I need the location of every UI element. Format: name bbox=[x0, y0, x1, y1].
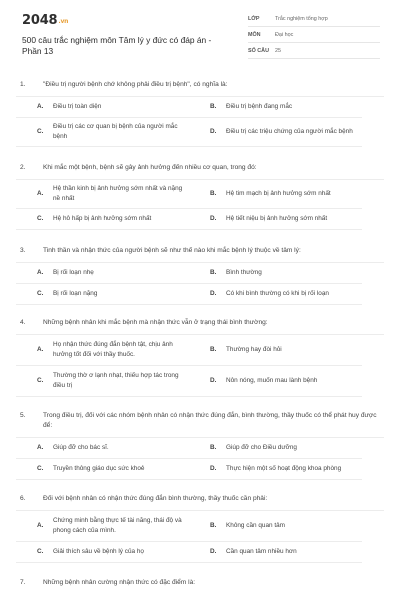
option-grid bbox=[16, 180, 384, 230]
option-letter: C. bbox=[37, 465, 44, 473]
option-grid bbox=[16, 511, 384, 563]
meta-key: LỚP bbox=[248, 15, 260, 22]
question-header bbox=[16, 80, 384, 97]
option-text: Truyền thông giáo dục sức khoẻ bbox=[53, 465, 145, 473]
question-number: 1. bbox=[20, 81, 26, 88]
option-text: Hệ tiết niệu bị ảnh hưởng sớm nhất bbox=[226, 215, 328, 223]
option-letter: D. bbox=[210, 465, 217, 473]
meta-key: SỐ CÂU bbox=[248, 47, 269, 54]
option-letter: C. bbox=[37, 290, 44, 298]
question-number: 5. bbox=[20, 412, 26, 419]
option-grid bbox=[16, 335, 384, 397]
option-c[interactable] bbox=[16, 366, 189, 397]
question-header bbox=[16, 246, 384, 263]
option-c[interactable] bbox=[16, 209, 189, 230]
option-text: Giúp đỡ cho bác sĩ. bbox=[53, 444, 109, 452]
question-number: 7. bbox=[20, 579, 26, 586]
option-d[interactable] bbox=[189, 284, 362, 305]
meta-value: 25 bbox=[275, 47, 281, 54]
option-a[interactable] bbox=[16, 438, 189, 459]
option-letter: D. bbox=[210, 128, 217, 136]
meta-row-count bbox=[248, 43, 380, 59]
option-c[interactable] bbox=[16, 542, 189, 563]
meta-table bbox=[248, 11, 380, 59]
question-text: Tinh thần và nhận thức của người bệnh sẽ như thế nào khi mắc bệnh lý thuộc về tâm lý: bbox=[43, 247, 301, 254]
option-letter: C. bbox=[37, 215, 44, 223]
option-text: Bị rối loạn nặng bbox=[53, 290, 98, 298]
question-text: Khi mắc một bệnh, bệnh sẽ gây ảnh hưởng đến nhiều cơ quan, trong đó: bbox=[43, 164, 257, 171]
option-letter: B. bbox=[210, 269, 217, 277]
option-letter: D. bbox=[210, 215, 217, 223]
question-number: 6. bbox=[20, 495, 26, 502]
question-3 bbox=[16, 246, 384, 305]
option-letter: A. bbox=[37, 190, 44, 198]
option-letter: A. bbox=[37, 444, 44, 452]
option-text: Điều trị bệnh đang mắc bbox=[226, 103, 293, 111]
option-b[interactable] bbox=[189, 511, 362, 542]
meta-value: Trắc nghiệm tổng hợp bbox=[275, 15, 328, 22]
option-letter: B. bbox=[210, 444, 217, 452]
option-letter: D. bbox=[210, 548, 217, 556]
option-letter: C. bbox=[37, 377, 44, 385]
option-a[interactable] bbox=[16, 97, 189, 118]
option-c[interactable] bbox=[16, 284, 189, 305]
option-d[interactable] bbox=[189, 459, 362, 480]
question-header bbox=[16, 494, 384, 511]
question-header bbox=[16, 411, 384, 438]
option-d[interactable] bbox=[189, 366, 362, 397]
question-2 bbox=[16, 163, 384, 230]
question-text: Những bệnh nhân khi mắc bệnh mà nhận thức vẫn ở trạng thái bình thường: bbox=[43, 319, 268, 326]
question-text: Những bệnh nhân cường nhận thức có đặc điểm là: bbox=[43, 579, 196, 586]
option-c[interactable] bbox=[16, 459, 189, 480]
question-header bbox=[16, 163, 384, 180]
option-letter: C. bbox=[37, 128, 44, 136]
question-text: Trong điều trị, đối với các nhóm bệnh nhân có nhận thức đúng đắn, bình thường, thầy thuốc có thể phát huy được để: bbox=[43, 412, 377, 429]
option-text: Giúp đỡ cho Điều dưỡng bbox=[226, 444, 297, 452]
option-letter: A. bbox=[37, 269, 44, 277]
option-text: Nôn nóng, muốn mau lành bệnh bbox=[226, 377, 318, 385]
logo-text: 2048 bbox=[22, 13, 58, 28]
option-text: Không cần quan tâm bbox=[226, 522, 285, 530]
option-letter: D. bbox=[210, 377, 217, 385]
option-letter: D. bbox=[210, 290, 217, 298]
page-header bbox=[0, 0, 400, 64]
option-letter: B. bbox=[210, 522, 217, 530]
meta-row-subject bbox=[248, 27, 380, 43]
option-text: Giải thích sâu về bệnh lý của họ bbox=[53, 548, 144, 556]
option-d[interactable] bbox=[189, 542, 362, 563]
option-grid bbox=[16, 438, 384, 480]
option-text: Thường thờ ơ lạnh nhạt, thiếu hợp tác trong điều trị bbox=[53, 372, 179, 389]
question-1 bbox=[16, 80, 384, 147]
option-a[interactable] bbox=[16, 335, 189, 366]
option-text: Bị rối loạn nhẹ bbox=[53, 269, 94, 277]
question-6 bbox=[16, 494, 384, 563]
option-text: Điều trị các cơ quan bị bệnh của người mắc bệnh bbox=[53, 123, 178, 140]
option-c[interactable] bbox=[16, 118, 189, 147]
option-text: Họ nhận thức đúng đắn bệnh tật, chịu ảnh hưởng tốt đối với thầy thuốc. bbox=[53, 341, 173, 358]
option-a[interactable] bbox=[16, 263, 189, 284]
option-b[interactable] bbox=[189, 438, 362, 459]
question-header bbox=[16, 578, 384, 594]
option-grid bbox=[16, 263, 384, 305]
option-letter: C. bbox=[37, 548, 44, 556]
option-text: Điều trị toàn diện bbox=[53, 103, 102, 111]
site-logo[interactable] bbox=[22, 13, 68, 28]
option-b[interactable] bbox=[189, 263, 362, 284]
document-title: 500 câu trắc nghiệm môn Tâm lý y đức có đáp án - Phần 13 bbox=[22, 35, 212, 56]
question-number: 2. bbox=[20, 164, 26, 171]
option-text: Hệ hô hấp bị ảnh hưởng sớm nhất bbox=[53, 215, 152, 223]
question-text: Đối với bệnh nhân có nhận thức đúng đắn bình thường, thầy thuốc cần phải: bbox=[43, 495, 268, 502]
question-4 bbox=[16, 318, 384, 397]
meta-row-class bbox=[248, 11, 380, 27]
question-header bbox=[16, 318, 384, 335]
option-letter: B. bbox=[210, 190, 217, 198]
option-letter: B. bbox=[210, 346, 217, 354]
option-b[interactable] bbox=[189, 97, 362, 118]
meta-key: MÔN bbox=[248, 31, 261, 38]
option-text: Điều trị các triệu chứng của người mắc bệnh bbox=[226, 128, 353, 136]
question-5 bbox=[16, 411, 384, 480]
option-text: Có khi bình thường có khi bị rối loạn bbox=[226, 290, 329, 298]
option-grid bbox=[16, 97, 384, 147]
option-d[interactable] bbox=[189, 118, 362, 147]
option-d[interactable] bbox=[189, 209, 362, 230]
option-letter: A. bbox=[37, 346, 44, 354]
question-number: 3. bbox=[20, 247, 26, 254]
option-text: Thực hiện một số hoạt động khoa phòng bbox=[226, 465, 342, 473]
option-text: Thường hay đòi hỏi bbox=[226, 346, 282, 354]
option-letter: A. bbox=[37, 522, 44, 530]
question-text: "Điều trị người bệnh chớ không phải điều trị bệnh", có nghĩa là: bbox=[43, 81, 228, 88]
option-text: Hệ thần kinh bị ảnh hưởng sớm nhất và nặng nề nhất bbox=[53, 185, 183, 202]
option-a[interactable] bbox=[16, 511, 189, 542]
option-text: Bình thường bbox=[226, 269, 262, 277]
option-letter: A. bbox=[37, 103, 44, 111]
option-a[interactable] bbox=[16, 180, 189, 209]
meta-value: Đại học bbox=[275, 31, 294, 38]
option-b[interactable] bbox=[189, 180, 362, 209]
option-text: Chứng minh bằng thực tế tài năng, thái độ và phong cách của mình. bbox=[53, 517, 182, 534]
question-7 bbox=[16, 578, 384, 594]
option-b[interactable] bbox=[189, 335, 362, 366]
option-letter: B. bbox=[210, 103, 217, 111]
logo-suffix: .vn bbox=[58, 18, 69, 25]
option-text: Cần quan tâm nhiều hơn bbox=[226, 548, 297, 556]
question-number: 4. bbox=[20, 319, 26, 326]
option-text: Hệ tim mạch bị ảnh hưởng sớm nhất bbox=[226, 190, 331, 198]
